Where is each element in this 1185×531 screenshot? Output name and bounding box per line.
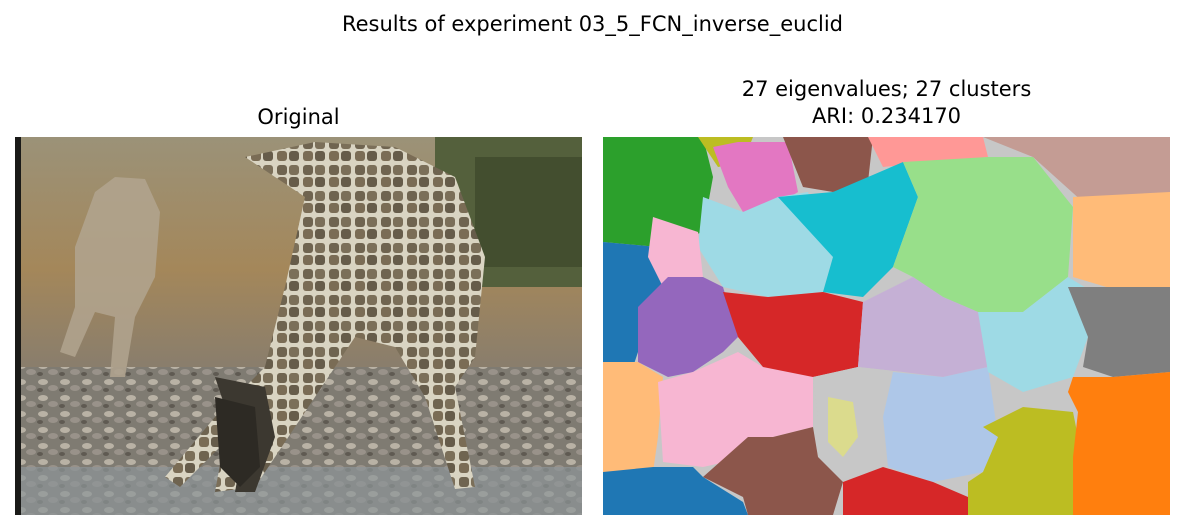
original-image bbox=[15, 137, 582, 515]
original-title: Original bbox=[257, 105, 340, 129]
figure-suptitle: Results of experiment 03_5_FCN_inverse_euclid bbox=[341, 12, 843, 36]
segmentation-title bbox=[603, 76, 1170, 130]
segmentation-map bbox=[603, 137, 1170, 515]
segmentation-title-eigenvalues: 27 eigenvalues; 27 clusters bbox=[741, 77, 1032, 101]
segmentation-title-ari: ARI: 0.234170 bbox=[811, 104, 962, 128]
